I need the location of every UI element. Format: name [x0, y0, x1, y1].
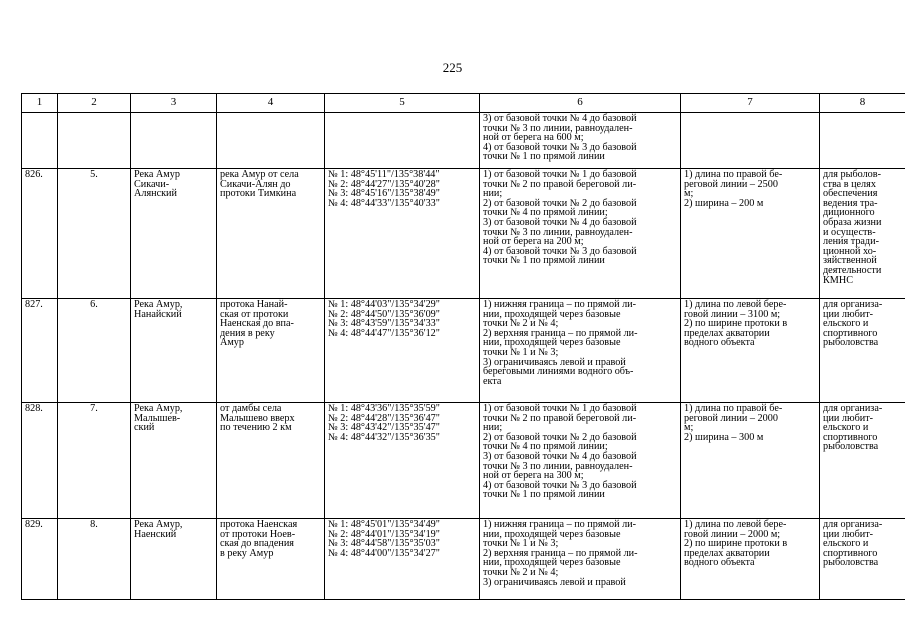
cell-text-line: ции любит- — [823, 528, 874, 540]
record-number-cell — [22, 169, 58, 299]
cell-text-line: 2) ширина – 300 м — [684, 431, 764, 443]
cell-text-line: Малышево вверх — [220, 412, 295, 424]
cell-text-line: 2) от базовой точки № 2 до базовой — [483, 431, 637, 443]
cell-text-line: 2) по ширине протоки в — [684, 538, 788, 550]
fishing-areas-table — [21, 93, 905, 600]
cell-text-line: 4) от базовой точки № 3 до базовой — [483, 141, 637, 153]
cell-text-line: протока Наенская — [220, 519, 298, 530]
cell-text-line: точки № 1 по прямой линии — [483, 489, 605, 501]
item-number-cell — [58, 403, 131, 519]
cell-text-line: нии, проходящей через базовые — [483, 557, 621, 569]
cell-text-line: для организа- — [823, 299, 883, 310]
cell-text-line: № 3: 48°44'58"/135°35'03" — [328, 538, 440, 550]
cell-text-line: 1) от базовой точки № 1 до базовой — [483, 169, 637, 180]
cell-text-line: № 1: 48°45'11"/135°38'44" — [328, 169, 440, 180]
cell-text-line: № 2: 48°44'28"/135°36'47" — [328, 412, 440, 424]
cell-text-line: для организа- — [823, 519, 883, 530]
cell-text-line: зяйственной — [823, 255, 877, 267]
cell-text-line: 827. — [25, 299, 43, 310]
cell-text-line: 3) от базовой точки № 4 до базовой — [483, 216, 637, 228]
cell-text-line: ции любит- — [823, 308, 874, 320]
cell-text-line: ельского и — [823, 318, 869, 330]
record-number-cell — [22, 299, 58, 403]
cell-text-line: № 2: 48°44'01"/135°34'19" — [328, 528, 440, 540]
cell-text-line: ления тради- — [823, 236, 879, 248]
cell-text-line: береговыми линиями водного объ- — [483, 366, 634, 378]
cell-text-line: 3) ограничиваясь левой и правой — [483, 356, 626, 368]
cell-text-line: ной от берега на 300 м; — [483, 470, 584, 482]
cell-text-line: № 3: 48°45'16"/135°38'49" — [328, 188, 440, 200]
cell-text-line: ельского и — [823, 422, 869, 434]
cell-text-line: дения в реку — [220, 327, 275, 339]
cell-text-line: 4) от базовой точки № 3 до базовой — [483, 479, 637, 491]
table-row — [22, 299, 905, 403]
cell-text-line: 828. — [25, 403, 43, 414]
boundary-lines-cell — [480, 113, 681, 169]
cell-text-line: по течению 2 км — [220, 422, 292, 434]
cell-text-line: 1) длина по правой бе- — [684, 403, 783, 414]
purpose-cell — [820, 403, 905, 519]
area-size-cell — [681, 113, 820, 169]
cell-text-line: точки № 3 по линии, равноудален- — [483, 226, 633, 238]
water-body-name-cell — [131, 299, 217, 403]
cell-text-line: точки № 1 и № 3; — [483, 346, 559, 358]
purpose-cell — [820, 113, 905, 169]
boundaries-description-cell — [217, 113, 325, 169]
cell-text-line: водного объекта — [684, 337, 755, 349]
cell-text-line: 5. — [90, 169, 98, 180]
cell-text-line: от протоки Ноев- — [220, 528, 296, 540]
cell-text-line: нии, проходящей через базовые — [483, 528, 621, 540]
cell-text-line: пределах акватории — [684, 327, 770, 339]
cell-text-line: реговой линии – 2500 — [684, 178, 778, 190]
column-header: 2 — [58, 94, 131, 113]
cell-text-line: Река Амур — [134, 169, 180, 180]
cell-text-line: № 1: 48°45'01"/135°34'49" — [328, 519, 440, 530]
purpose-cell — [820, 299, 905, 403]
cell-text-line: точки № 2 по правой береговой ли- — [483, 178, 637, 190]
cell-text-line: № 1: 48°44'03"/135°34'29" — [328, 299, 440, 310]
cell-text-line: 1) от базовой точки № 1 до базовой — [483, 403, 637, 414]
column-header: 7 — [681, 94, 820, 113]
cell-text-line: точки № 1 по прямой линии — [483, 151, 605, 163]
cell-text-line: диционного — [823, 207, 875, 219]
cell-text-line: № 4: 48°44'32"/135°36'35" — [328, 431, 440, 443]
cell-text-line: Амур — [220, 337, 244, 349]
cell-text-line: 2) по ширине протоки в — [684, 318, 788, 330]
cell-text-line: КМНС — [823, 274, 854, 286]
area-size-cell — [681, 299, 820, 403]
cell-text-line: в реку Амур — [220, 547, 274, 559]
table-row — [22, 519, 905, 600]
cell-text-line: Наенская до впа- — [220, 318, 294, 330]
item-number-cell — [58, 169, 131, 299]
area-size-cell — [681, 169, 820, 299]
boundary-lines-cell — [480, 519, 681, 600]
column-header: 4 — [217, 94, 325, 113]
boundaries-description-cell — [217, 403, 325, 519]
cell-text-line: точки № 4 по прямой линии; — [483, 441, 608, 453]
cell-text-line: ская до впадения — [220, 538, 294, 550]
cell-text-line: ства в целях — [823, 178, 876, 190]
cell-text-line: рыболовства — [823, 441, 879, 453]
water-body-name-cell — [131, 113, 217, 169]
cell-text-line: м; — [684, 188, 694, 200]
column-header: 3 — [131, 94, 217, 113]
cell-text-line: 2) верхняя граница – по прямой ли- — [483, 547, 638, 559]
item-number-cell — [58, 299, 131, 403]
cell-text-line: и осуществ- — [823, 226, 876, 238]
cell-text-line: точки № 1 и № 3; — [483, 538, 559, 550]
item-number-cell — [58, 113, 131, 169]
cell-text-line: 1) длина по левой бере- — [684, 519, 787, 530]
cell-text-line: м; — [684, 422, 694, 434]
cell-text-line: нии; — [483, 188, 503, 200]
water-body-name-cell — [131, 403, 217, 519]
water-body-name-cell — [131, 169, 217, 299]
cell-text-line: ционной хо- — [823, 245, 877, 257]
cell-text-line: ведения тра- — [823, 197, 878, 209]
boundaries-description-cell — [217, 169, 325, 299]
record-number-cell — [22, 519, 58, 600]
cell-text-line: № 2: 48°44'50"/135°36'09" — [328, 308, 440, 320]
coordinates-cell — [325, 113, 480, 169]
area-size-cell — [681, 403, 820, 519]
column-header: 8 — [820, 94, 905, 113]
column-header: 6 — [480, 94, 681, 113]
cell-text-line: водного объекта — [684, 557, 755, 569]
cell-text-line: 8. — [90, 519, 98, 530]
cell-text-line: № 2: 48°44'27"/135°40'28" — [328, 178, 440, 190]
cell-text-line: точки № 2 и № 4; — [483, 566, 559, 578]
cell-text-line: реговой линии – 2000 — [684, 412, 778, 424]
cell-text-line: Река Амур, — [134, 299, 183, 310]
cell-text-line: ельского и — [823, 538, 869, 550]
cell-text-line: Нанайский — [134, 308, 182, 320]
cell-text-line: от дамбы села — [220, 403, 282, 414]
cell-text-line: деятельности — [823, 264, 882, 276]
boundary-lines-cell — [480, 169, 681, 299]
cell-text-line: 6. — [90, 299, 98, 310]
cell-text-line: пределах акватории — [684, 547, 770, 559]
cell-text-line: 3) ограничиваясь левой и правой — [483, 576, 626, 588]
area-size-cell — [681, 519, 820, 600]
header-row — [22, 94, 905, 113]
cell-text-line: № 4: 48°44'47"/135°36'12" — [328, 327, 440, 339]
cell-text-line: спортивного — [823, 547, 878, 559]
cell-text-line: нии, проходящей через базовые — [483, 308, 621, 320]
page-number: 225 — [442, 60, 463, 75]
boundary-lines-cell — [480, 299, 681, 403]
cell-text-line: точки № 2 и № 4; — [483, 318, 559, 330]
table-row — [22, 169, 905, 299]
cell-text-line: говой линии – 2000 м; — [684, 528, 781, 540]
cell-text-line: № 4: 48°44'33"/135°40'33" — [328, 197, 440, 209]
boundaries-description-cell — [217, 299, 325, 403]
cell-text-line: точки № 1 по прямой линии — [483, 255, 605, 267]
cell-text-line: 1) длина по правой бе- — [684, 169, 783, 180]
cell-text-line: № 4: 48°44'00"/135°34'27" — [328, 547, 440, 559]
boundaries-description-cell — [217, 519, 325, 600]
cell-text-line: 829. — [25, 519, 43, 530]
cell-text-line: рыболовства — [823, 557, 879, 569]
purpose-cell — [820, 519, 905, 600]
cell-text-line: 826. — [25, 169, 43, 180]
cell-text-line: река Амур от села — [220, 169, 299, 180]
cell-text-line: Река Амур, — [134, 403, 183, 414]
cell-text-line: говой линии – 3100 м; — [684, 308, 781, 320]
cell-text-line: ной от берега на 200 м; — [483, 236, 584, 248]
cell-text-line: Сикачи-Алян до — [220, 178, 291, 190]
purpose-cell — [820, 169, 905, 299]
cell-text-line: точки № 3 по линии, равноудален- — [483, 460, 633, 472]
cell-text-line: № 3: 48°43'59"/135°34'33" — [328, 318, 440, 330]
cell-text-line: Река Амур, — [134, 519, 183, 530]
column-header: 5 — [325, 94, 480, 113]
cell-text-line: 1) нижняя граница – по прямой ли- — [483, 299, 636, 310]
cell-text-line: точки № 2 по правой береговой ли- — [483, 412, 637, 424]
cell-text-line: екта — [483, 375, 502, 387]
cell-text-line: спортивного — [823, 327, 878, 339]
cell-text-line: точки № 3 по линии, равноудален- — [483, 122, 633, 134]
cell-text-line: 4) от базовой точки № 3 до базовой — [483, 245, 637, 257]
cell-text-line: 1) длина по левой бере- — [684, 299, 787, 310]
boundary-lines-cell — [480, 403, 681, 519]
cell-text-line: нии; — [483, 422, 503, 434]
cell-text-line: Наенский — [134, 528, 177, 540]
cell-text-line: нии, проходящей через базовые — [483, 337, 621, 349]
coordinates-cell — [325, 169, 480, 299]
cell-text-line: ции любит- — [823, 412, 874, 424]
coordinates-cell — [325, 519, 480, 600]
coordinates-cell — [325, 403, 480, 519]
cell-text-line: протоки Тимкина — [220, 188, 297, 200]
cell-text-line: рыболовства — [823, 337, 879, 349]
cell-text-line: 2) ширина – 200 м — [684, 197, 764, 209]
cell-text-line: ский — [134, 422, 155, 434]
cell-text-line: для организа- — [823, 403, 883, 414]
cell-text-line: ская от протоки — [220, 308, 289, 320]
cell-text-line: обеспечения — [823, 188, 878, 200]
cell-text-line: Сикачи- — [134, 178, 170, 190]
cell-text-line: 7. — [90, 403, 98, 414]
cell-text-line: для рыболов- — [823, 169, 881, 180]
cell-text-line: 3) от базовой точки № 4 до базовой — [483, 113, 637, 124]
column-header: 1 — [22, 94, 58, 113]
record-number-cell — [22, 113, 58, 169]
cell-text-line: протока Нанай- — [220, 299, 288, 310]
cell-text-line: образа жизни — [823, 216, 882, 228]
item-number-cell — [58, 519, 131, 600]
cell-text-line: Алянский — [134, 188, 177, 200]
cell-text-line: № 1: 48°43'36"/135°35'59" — [328, 403, 440, 414]
cell-text-line: точки № 4 по прямой линии; — [483, 207, 608, 219]
table-row — [22, 113, 905, 169]
coordinates-cell — [325, 299, 480, 403]
cell-text-line: Малышев- — [134, 412, 181, 424]
cell-text-line: 2) верхняя граница – по прямой ли- — [483, 327, 638, 339]
cell-text-line: 3) от базовой точки № 4 до базовой — [483, 450, 637, 462]
cell-text-line: № 3: 48°43'42"/135°35'47" — [328, 422, 440, 434]
cell-text-line: 1) нижняя граница – по прямой ли- — [483, 519, 636, 530]
table-row — [22, 403, 905, 519]
cell-text-line: ной от берега на 600 м; — [483, 132, 584, 144]
cell-text-line: спортивного — [823, 431, 878, 443]
record-number-cell — [22, 403, 58, 519]
water-body-name-cell — [131, 519, 217, 600]
cell-text-line: 2) от базовой точки № 2 до базовой — [483, 197, 637, 209]
